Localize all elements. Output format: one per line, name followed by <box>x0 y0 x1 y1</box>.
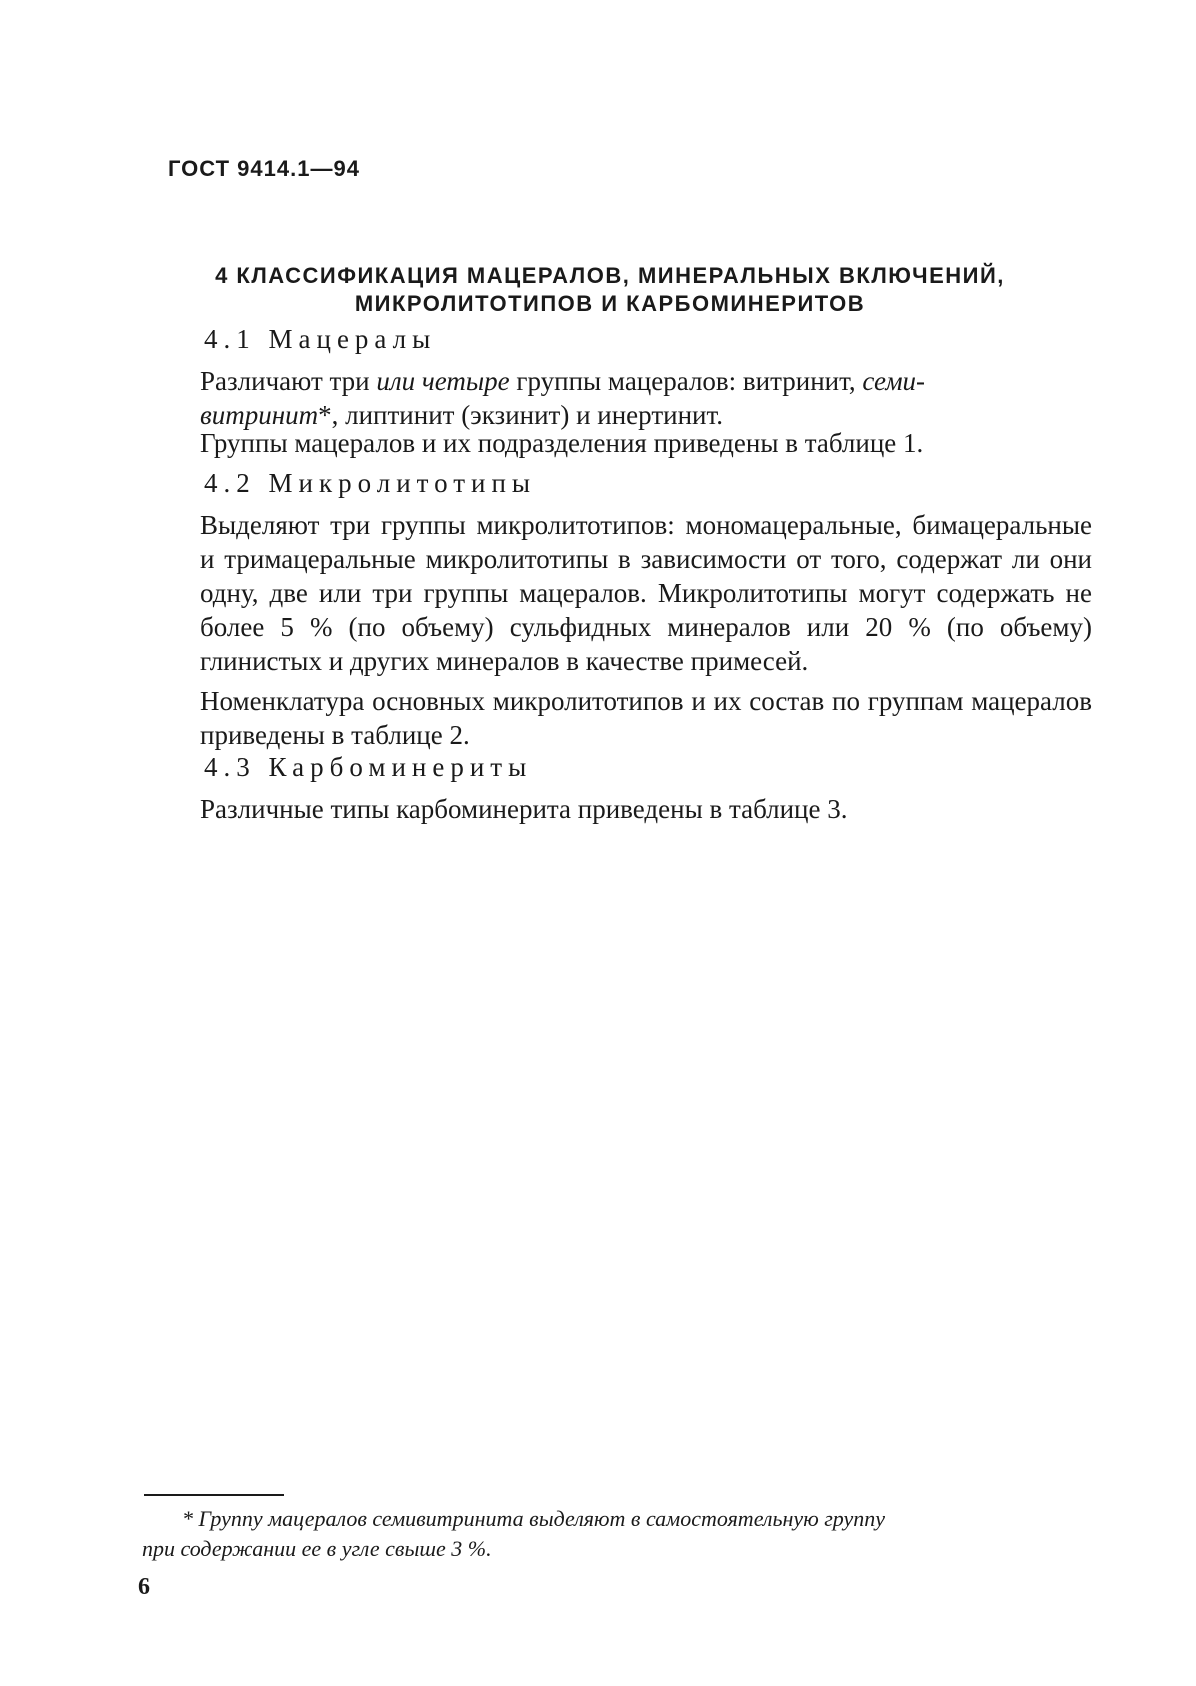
paragraph-maceral-groups-text-a: Различают три <box>200 366 377 396</box>
paragraph-maceral-table-ref: Группы мацералов и их подразделения приведены в таблице 1. <box>200 428 924 458</box>
subsection-title-4-3: 4.3 Карбоминериты <box>204 752 533 782</box>
footnote-line-1: * Группу мацералов семивитринита выделяют в самостоятельную группу <box>182 1506 886 1531</box>
footnote-line-2: при содержании ее в угле свыше 3 %. <box>142 1536 492 1561</box>
paragraph-microlithotypes-table-ref: Номенклатура основных микролитотипов и их состав по группам мацералов приведены в таблице 2. <box>200 686 1092 750</box>
paragraph-microlithotypes: Выделяют три группы микролитотипов: мономацеральные, бимацеральные и тримацеральные микролитотипы в зависимости от того, содержат ли они одну, две или три группы мацералов. Микролитотипы могут содержать не более 5 % (по объему) сульфидных минералов или 20 % (по объему) глинистых и других минералов в качестве примесей. <box>200 510 1092 676</box>
footnote <box>142 1504 1092 1564</box>
paragraph-maceral-groups-italic-b: семи- <box>862 366 926 396</box>
paragraph-maceral-groups-text-c: *, липтинит (экзинит) и инертинит. <box>318 400 723 430</box>
paragraph-carbominerites: Различные типы карбоминерита приведены в таблице 3. <box>200 794 848 824</box>
subsection-title-4-1: 4.1 Мацералы <box>204 324 437 354</box>
paragraph-maceral-groups-italic-a: или четыре <box>376 366 510 396</box>
page-number: 6 <box>138 1574 150 1600</box>
footnote-separator <box>144 1494 284 1496</box>
section-heading <box>150 262 1070 318</box>
section-heading-line-1: 4 КЛАССИФИКАЦИЯ МАЦЕРАЛОВ, МИНЕРАЛЬНЫХ ВКЛЮЧЕНИЙ, <box>215 263 1005 288</box>
section-heading-line-2: МИКРОЛИТОТИПОВ И КАРБОМИНЕРИТОВ <box>354 291 866 316</box>
paragraph-maceral-groups <box>200 364 1092 432</box>
subsection-title-4-2: 4.2 Микролитотипы <box>204 468 537 498</box>
paragraph-maceral-groups-text-b: группы мацералов: витринит, <box>509 366 863 396</box>
paragraph-maceral-groups-italic-c: витринит <box>200 400 319 430</box>
document-code: ГОСТ 9414.1—94 <box>168 156 360 181</box>
